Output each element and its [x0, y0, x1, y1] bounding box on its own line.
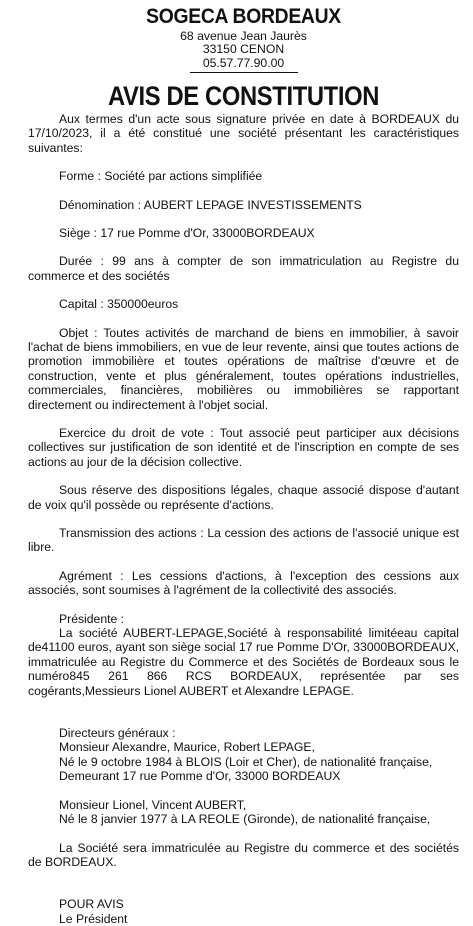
reserve-paragraph: Sous réserve des dispositions légales, chaque associé dispose d'autant de voix qu'il possède ou représente d'actions.	[28, 483, 459, 512]
pour-avis: POUR AVIS	[59, 897, 124, 912]
immatriculation-paragraph: La Société sera immatriculée au Registre du commerce et des sociétés de BORDEAUX.	[28, 840, 459, 869]
presidente-label: Présidente :	[59, 611, 125, 626]
directeur-1-address: Demeurant 17 rue Pomme d'Or, 33000 BORDEAUX	[59, 769, 341, 784]
intro-paragraph: Aux termes d'un acte sous signature privée en date à BORDEAUX du 17/10/2023, il a été constitué une société présentant les caractéristiques suivantes:	[28, 111, 459, 155]
directeur-1-birth: Né le 9 octobre 1984 à BLOIS (Loir et Cher), de nationalité française,	[59, 754, 433, 769]
denomination-paragraph: Dénomination : AUBERT LEPAGE INVESTISSEMENTS	[59, 197, 362, 212]
notice-title: AVIS DE CONSTITUTION	[107, 80, 380, 111]
transmission-paragraph: Transmission des actions : La cession des actions de l'associé unique est libre.	[28, 526, 459, 555]
company-address: 68 avenue Jean Jaurès	[180, 29, 307, 43]
directeur-2-name: Monsieur Lionel, Vincent AUBERT,	[59, 797, 247, 812]
directeur-1-name: Monsieur Alexandre, Maurice, Robert LEPAGE,	[59, 740, 315, 755]
forme-paragraph: Forme : Société par actions simplifiée	[59, 169, 263, 184]
exercice-paragraph: Exercice du droit de vote : Tout associé peut participer aux décisions collectives sur justification de son identité et de l'inscription en compte de ses actions au jour de la décision collective.	[28, 425, 459, 469]
duree-paragraph: Durée : 99 ans à compter de son immatriculation au Registre du commerce et des sociétés	[28, 254, 459, 283]
siege-paragraph: Siège : 17 rue Pomme d'Or, 33000BORDEAUX	[59, 225, 315, 240]
directeurs-label: Directeurs généraux :	[59, 726, 176, 741]
objet-paragraph: Objet : Toutes activités de marchand de biens en immobilier, à savoir l'achat de biens immobiliers, en vue de leur revente, ainsi que toutes actions de promotion immobilière et toutes opérations de maîtrise d'œuvre et de construction, vente et plus généralement, toutes opérations industrielles, commerciales, financières, mobilières ou immobilières se rapportant directement ou indirectement à l'objet social.	[28, 325, 459, 412]
header-divider	[190, 72, 298, 73]
presidente-paragraph: La société AUBERT-LEPAGE,Société à responsabilité limitéeau capital de41100 euros, ayant son siège social 17 rue Pomme D'Or, 33000BORDEAUX, immatriculée au Registre du Commerce et des Sociétés de Bordeaux sous le numéro845 261 866 RCS BORDEAUX, représentée par ses cogérants,Messieurs Lionel AUBERT et Alexandre LEPAGE.	[28, 626, 459, 698]
company-city: 33150 CENON	[202, 42, 285, 57]
directeur-2-birth: Né le 8 janvier 1977 à LA REOLE (Gironde), de nationalité française,	[59, 812, 431, 827]
company-header	[28, 4, 459, 73]
company-phone: 05.57.77.90.00	[202, 55, 285, 70]
signatory: Le Président	[59, 911, 128, 926]
capital-paragraph: Capital : 350000euros	[59, 297, 179, 312]
agrement-paragraph: Agrément : Les cessions d'actions, à l'exception des cessions aux associés, sont soumises à l'agrément de la collectivité des associés.	[28, 568, 459, 598]
company-name: SOGECA BORDEAUX	[146, 5, 341, 28]
